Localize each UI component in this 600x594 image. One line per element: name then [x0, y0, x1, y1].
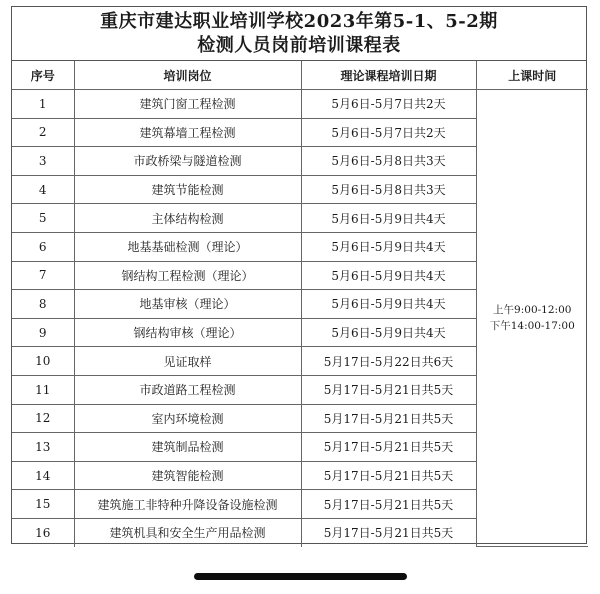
title-line-2: 检测人员岗前培训课程表 — [197, 34, 401, 56]
row-number: 7 — [12, 261, 74, 290]
row-number: 15 — [12, 490, 74, 519]
training-position: 主体结构检测 — [74, 204, 301, 233]
table-body — [12, 90, 588, 547]
row-number: 14 — [12, 461, 74, 490]
row-number: 11 — [12, 375, 74, 404]
class-time-cell — [476, 90, 588, 547]
training-position: 建筑机具和安全生产用品检测 — [74, 518, 301, 546]
training-dates: 5月17日-5月22日共6天 — [301, 347, 476, 376]
morning-time: 上午9:00-12:00 — [493, 304, 572, 316]
training-position: 建筑门窗工程检测 — [74, 90, 301, 119]
row-number: 3 — [12, 147, 74, 176]
training-dates: 5月6日-5月9日共4天 — [301, 261, 476, 290]
training-dates: 5月6日-5月9日共4天 — [301, 290, 476, 319]
training-dates: 5月6日-5月8日共3天 — [301, 175, 476, 204]
training-dates: 5月17日-5月21日共5天 — [301, 375, 476, 404]
training-dates: 5月6日-5月9日共4天 — [301, 318, 476, 347]
row-number: 8 — [12, 290, 74, 319]
training-position: 钢结构工程检测（理论） — [74, 261, 301, 290]
training-dates: 5月6日-5月9日共4天 — [301, 232, 476, 261]
header-no: 序号 — [12, 61, 74, 90]
header-dates: 理论课程培训日期 — [301, 61, 476, 90]
schedule-table — [12, 61, 588, 547]
training-position: 钢结构审核（理论） — [74, 318, 301, 347]
table-row — [12, 90, 588, 119]
row-number: 10 — [12, 347, 74, 376]
row-number: 9 — [12, 318, 74, 347]
document-title — [12, 7, 586, 61]
training-position: 室内环境检测 — [74, 404, 301, 433]
row-number: 6 — [12, 232, 74, 261]
row-number: 13 — [12, 433, 74, 462]
home-indicator[interactable] — [194, 573, 407, 580]
header-position: 培训岗位 — [74, 61, 301, 90]
training-position: 市政道路工程检测 — [74, 375, 301, 404]
training-dates: 5月17日-5月21日共5天 — [301, 518, 476, 546]
row-number: 2 — [12, 118, 74, 147]
training-position: 建筑施工非特种升降设备设施检测 — [74, 490, 301, 519]
row-number: 12 — [12, 404, 74, 433]
training-dates: 5月6日-5月7日共2天 — [301, 90, 476, 119]
row-number: 4 — [12, 175, 74, 204]
training-position: 市政桥梁与隧道检测 — [74, 147, 301, 176]
training-position: 地基审核（理论） — [74, 290, 301, 319]
header-row — [12, 61, 588, 90]
training-dates: 5月17日-5月21日共5天 — [301, 490, 476, 519]
row-number: 1 — [12, 90, 74, 119]
training-dates: 5月17日-5月21日共5天 — [301, 461, 476, 490]
schedule-sheet — [11, 6, 587, 544]
training-position: 建筑幕墙工程检测 — [74, 118, 301, 147]
training-position: 建筑制品检测 — [74, 433, 301, 462]
header-time: 上课时间 — [476, 61, 588, 90]
row-number: 5 — [12, 204, 74, 233]
row-number: 16 — [12, 518, 74, 546]
training-dates: 5月6日-5月9日共4天 — [301, 204, 476, 233]
training-dates: 5月17日-5月21日共5天 — [301, 404, 476, 433]
training-position: 建筑智能检测 — [74, 461, 301, 490]
training-position: 见证取样 — [74, 347, 301, 376]
training-dates: 5月6日-5月8日共3天 — [301, 147, 476, 176]
training-position: 地基基础检测（理论） — [74, 232, 301, 261]
training-dates: 5月17日-5月21日共5天 — [301, 433, 476, 462]
afternoon-time: 下午14:00-17:00 — [489, 320, 575, 332]
training-position: 建筑节能检测 — [74, 175, 301, 204]
title-line-1: 重庆市建达职业培训学校2023年第5-1、5-2期 — [100, 10, 498, 32]
training-dates: 5月6日-5月7日共2天 — [301, 118, 476, 147]
